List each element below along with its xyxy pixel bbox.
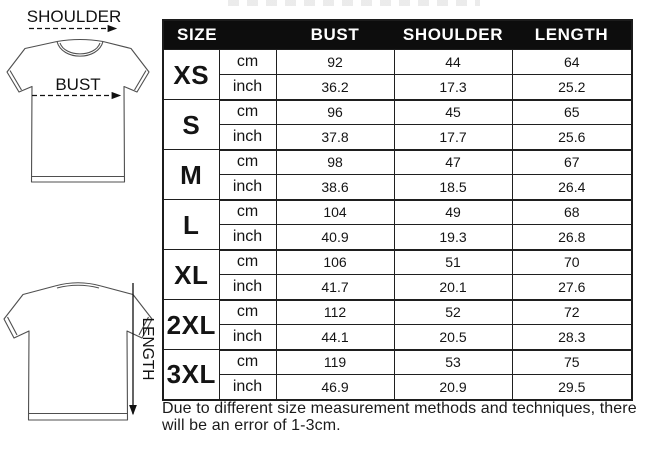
tshirt-front-outline: [7, 40, 149, 183]
header-bust: BUST: [276, 20, 394, 50]
table-row: [163, 200, 632, 225]
table-row: [163, 275, 632, 300]
shoulder-label: SHOULDER: [26, 7, 122, 26]
unit-cell: cm: [219, 350, 276, 375]
value-cell: 47: [394, 150, 512, 175]
unit-cell: inch: [219, 275, 276, 300]
value-cell: 44: [394, 50, 512, 75]
table-row: [163, 175, 632, 200]
unit-cell: inch: [219, 175, 276, 200]
value-cell: 112: [276, 300, 394, 325]
value-cell: 38.6: [276, 175, 394, 200]
value-cell: 41.7: [276, 275, 394, 300]
value-cell: 51: [394, 250, 512, 275]
table-row: [163, 100, 632, 125]
value-cell: 45: [394, 100, 512, 125]
value-cell: 26.4: [512, 175, 632, 200]
value-cell: 64: [512, 50, 632, 75]
header-row: [163, 20, 632, 50]
size-label: L: [163, 200, 219, 250]
table-row: [163, 250, 632, 275]
unit-cell: inch: [219, 325, 276, 350]
table-row: [163, 300, 632, 325]
value-cell: 119: [276, 350, 394, 375]
table-row: [163, 325, 632, 350]
value-cell: 106: [276, 250, 394, 275]
size-label: XL: [163, 250, 219, 300]
measurement-note-line: will be an error of 1-3cm.: [162, 416, 341, 434]
length-label: LENGTH: [139, 317, 156, 381]
unit-cell: cm: [219, 250, 276, 275]
tshirt-front-diagram: [7, 7, 149, 182]
value-cell: 67: [512, 150, 632, 175]
value-cell: 27.6: [512, 275, 632, 300]
table-row: [163, 375, 632, 400]
size-label: M: [163, 150, 219, 200]
table-row: [163, 75, 632, 100]
table-row: [163, 350, 632, 375]
table-row: [163, 225, 632, 250]
unit-cell: cm: [219, 200, 276, 225]
value-cell: 68: [512, 200, 632, 225]
table-row: [163, 50, 632, 75]
value-cell: 40.9: [276, 225, 394, 250]
size-label: XS: [163, 50, 219, 100]
value-cell: 37.8: [276, 125, 394, 150]
table-row: [163, 150, 632, 175]
value-cell: 92: [276, 50, 394, 75]
value-cell: 75: [512, 350, 632, 375]
value-cell: 72: [512, 300, 632, 325]
tshirt-diagrams: [0, 0, 162, 472]
value-cell: 98: [276, 150, 394, 175]
value-cell: 25.6: [512, 125, 632, 150]
value-cell: 53: [394, 350, 512, 375]
value-cell: 29.5: [512, 375, 632, 400]
value-cell: 65: [512, 100, 632, 125]
unit-cell: inch: [219, 125, 276, 150]
value-cell: 46.9: [276, 375, 394, 400]
value-cell: 96: [276, 100, 394, 125]
value-cell: 28.3: [512, 325, 632, 350]
measurement-note: [162, 401, 646, 434]
size-label: 2XL: [163, 300, 219, 350]
value-cell: 26.8: [512, 225, 632, 250]
bust-label: BUST: [55, 75, 101, 94]
value-cell: 17.3: [394, 75, 512, 100]
value-cell: 19.3: [394, 225, 512, 250]
size-label: 3XL: [163, 350, 219, 400]
tshirt-back-outline: [4, 283, 152, 420]
value-cell: 104: [276, 200, 394, 225]
value-cell: 17.7: [394, 125, 512, 150]
unit-cell: inch: [219, 225, 276, 250]
tshirt-back-diagram: [4, 283, 156, 420]
size-table: [162, 19, 633, 401]
value-cell: 20.1: [394, 275, 512, 300]
unit-cell: cm: [219, 150, 276, 175]
measurement-note-line: Due to different size measurement methods and techniques, there: [162, 400, 637, 417]
unit-cell: cm: [219, 300, 276, 325]
header-shoulder: SHOULDER: [394, 20, 512, 50]
unit-cell: inch: [219, 75, 276, 100]
value-cell: 52: [394, 300, 512, 325]
value-cell: 36.2: [276, 75, 394, 100]
value-cell: 20.9: [394, 375, 512, 400]
value-cell: 70: [512, 250, 632, 275]
header-length: LENGTH: [512, 20, 632, 50]
value-cell: 44.1: [276, 325, 394, 350]
size-table-header: [163, 20, 632, 50]
cropped-title-remnant: [228, 0, 480, 6]
unit-cell: cm: [219, 100, 276, 125]
value-cell: 20.5: [394, 325, 512, 350]
table-row: [163, 125, 632, 150]
header-size: SIZE: [163, 20, 276, 50]
value-cell: 49: [394, 200, 512, 225]
value-cell: 25.2: [512, 75, 632, 100]
unit-cell: inch: [219, 375, 276, 400]
size-label: S: [163, 100, 219, 150]
value-cell: 18.5: [394, 175, 512, 200]
unit-cell: cm: [219, 50, 276, 75]
